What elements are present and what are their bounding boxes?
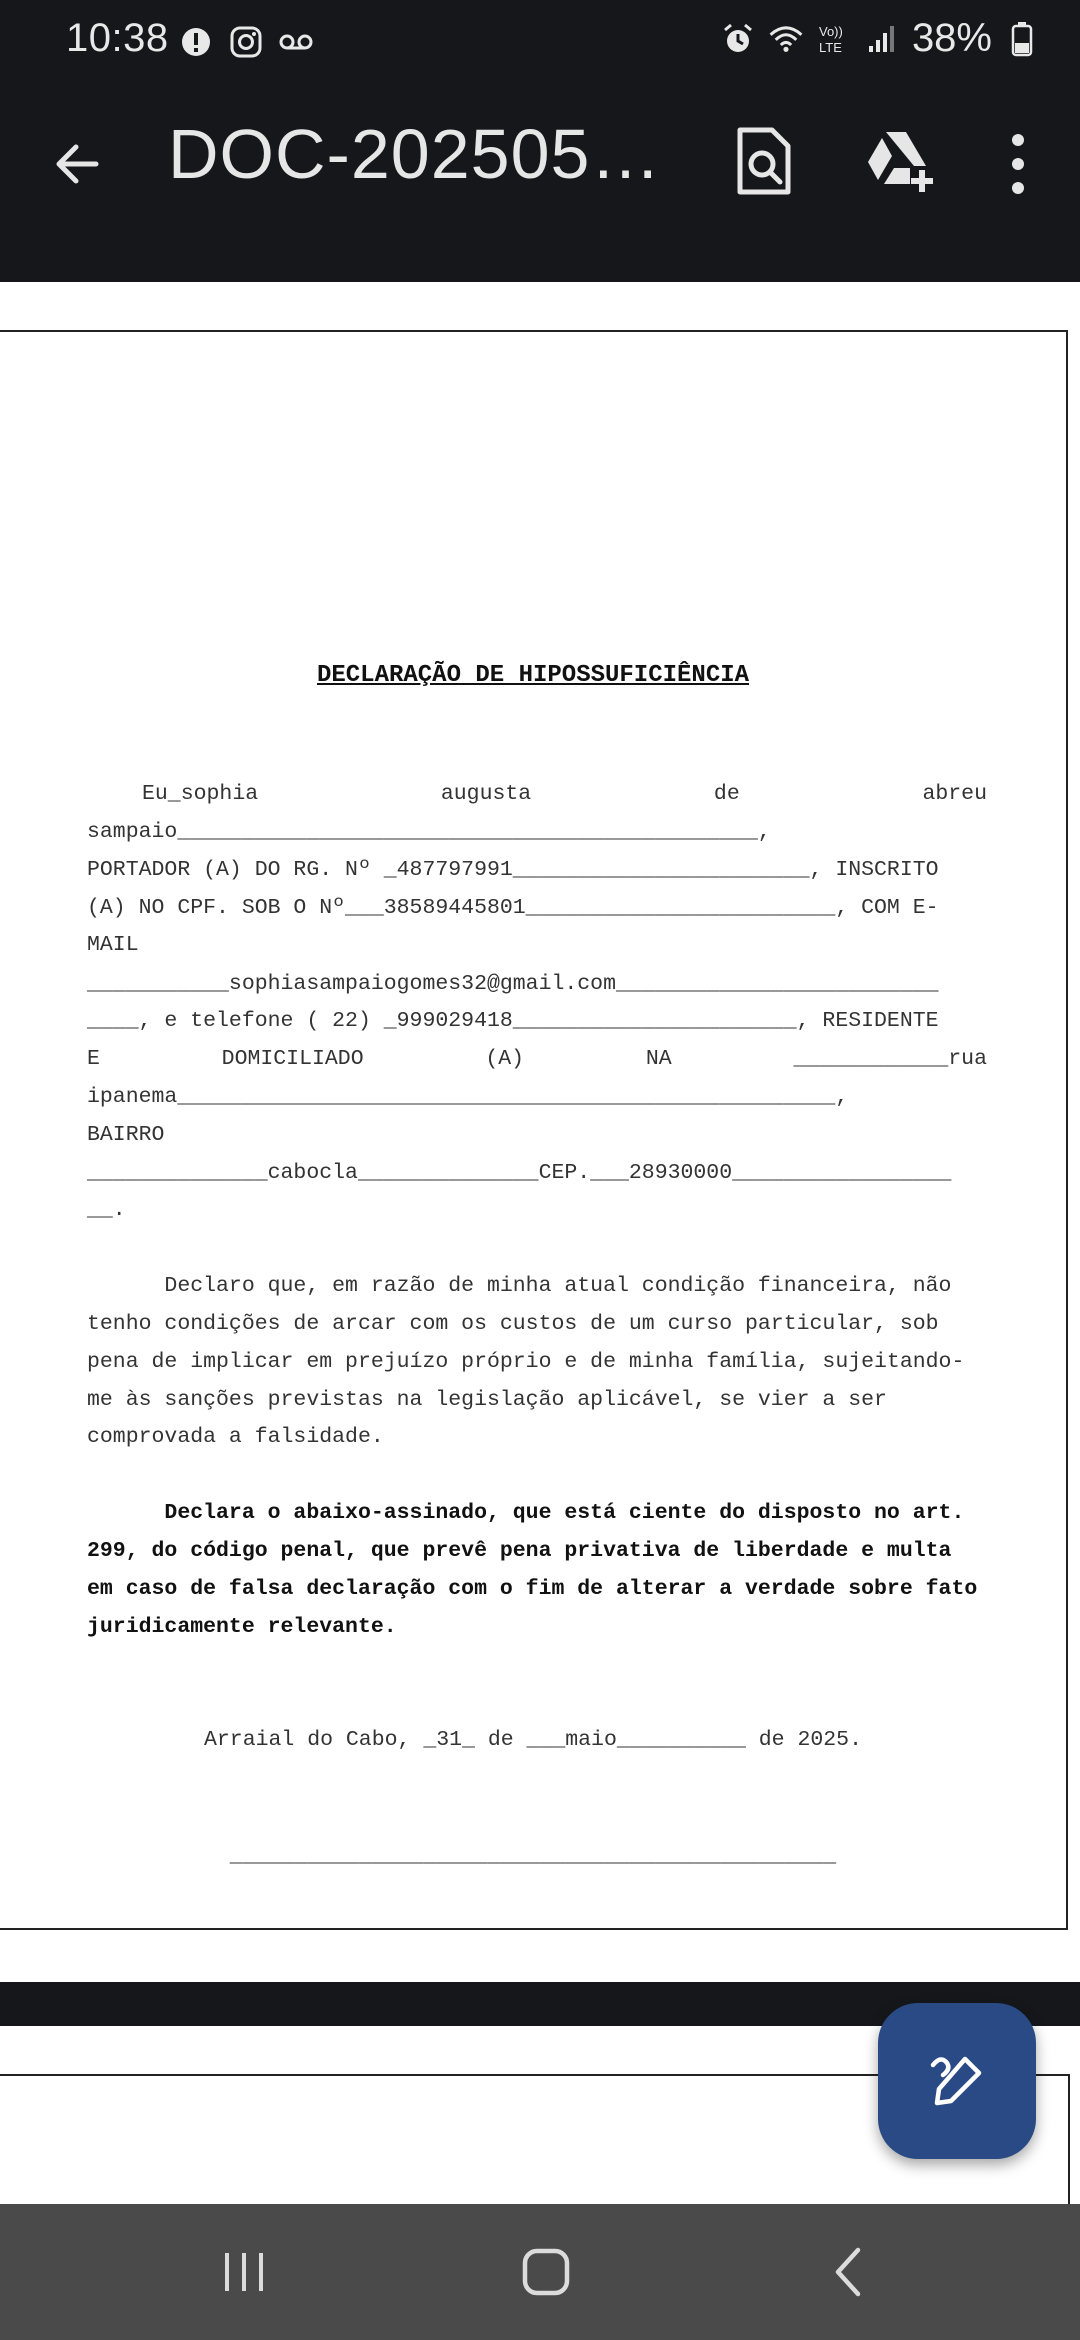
status-notification-icons — [178, 24, 314, 60]
instagram-icon — [228, 24, 264, 60]
document-heading: DECLARAÇÃO DE HIPOSSUFICIÊNCIA — [316, 662, 750, 689]
declaration-line: me às sanções previstas na legislação aplicável, se vier a ser — [87, 1388, 887, 1412]
wifi-icon — [768, 21, 804, 57]
identification-line-12: __. — [87, 1198, 126, 1222]
word: ____________rua — [793, 1047, 987, 1071]
identification-line-2: sampaio_____________________________________________, — [87, 820, 771, 844]
word: NA — [645, 1047, 672, 1071]
chevron-left-icon — [828, 2244, 868, 2300]
status-right — [720, 16, 1040, 61]
recent-apps-button[interactable] — [204, 2232, 284, 2312]
volte-icon — [816, 21, 852, 57]
alarm-icon — [720, 21, 756, 57]
word: augusta — [440, 782, 532, 806]
status-time: 10:38 — [66, 16, 169, 60]
system-nav-bar — [0, 2204, 1080, 2340]
legal-line: 299, do código penal, que prevê pena privativa de liberdade e multa — [87, 1539, 952, 1563]
document-page — [0, 330, 1068, 1930]
identification-line-3: PORTADOR (A) DO RG. Nº _487797991_______________________, INSCRITO — [87, 858, 939, 882]
word: E — [87, 1047, 100, 1071]
legal-line: em caso de falsa declaração com o fim de alterar a verdade sobre fato — [87, 1577, 978, 1601]
edit-fab-button[interactable] — [878, 2003, 1036, 2159]
voicemail-icon — [278, 24, 314, 60]
identification-line-11: ______________cabocla______________CEP.___28930000_________________ — [87, 1161, 952, 1185]
identification-line-9: ipanema___________________________________________________, — [87, 1085, 849, 1109]
signature-line: _______________________________________________ — [229, 1844, 837, 1868]
edit-pen-icon — [925, 2049, 989, 2113]
word: abreu — [922, 782, 987, 806]
signal-icon — [864, 21, 900, 57]
identification-line-10: BAIRRO — [87, 1123, 165, 1147]
word: de — [713, 782, 740, 806]
home-button[interactable] — [506, 2232, 586, 2312]
drive-add-icon — [862, 126, 938, 196]
word: (A) — [485, 1047, 525, 1071]
search-in-document-button[interactable] — [730, 122, 800, 202]
document-viewer[interactable] — [0, 282, 1080, 2204]
document-title: DOC-202505… — [168, 115, 662, 193]
battery-percent: 38% — [911, 16, 992, 60]
identification-line-5: MAIL — [87, 933, 139, 957]
arrow-left-icon — [44, 129, 114, 199]
declaration-line: Declaro que, em razão de minha atual condição financeira, não — [87, 1274, 952, 1298]
more-options-button[interactable] — [1000, 126, 1036, 202]
home-icon — [520, 2246, 572, 2298]
word: DOMICILIADO — [221, 1047, 364, 1071]
legal-line: Declara o abaixo-assinado, que está ciente do disposto no art. — [87, 1501, 965, 1525]
place-and-date: Arraial do Cabo, _31_ de ___maio__________ de 2025. — [203, 1728, 862, 1752]
battery-icon — [1004, 21, 1040, 57]
alert-icon — [178, 24, 214, 60]
back-button[interactable] — [44, 129, 114, 199]
more-vert-icon — [1000, 126, 1036, 202]
identification-line-4: (A) NO CPF. SOB O Nº___38589445801________________________, COM E- — [87, 896, 939, 920]
legal-line: juridicamente relevante. — [87, 1615, 397, 1639]
status-bar — [0, 0, 1080, 84]
back-nav-button[interactable] — [808, 2232, 888, 2312]
identification-line-6: ___________sophiasampaiogomes32@gmail.com_________________________ — [87, 972, 939, 996]
app-bar — [0, 84, 1080, 282]
svg-text:LTE: LTE — [818, 39, 842, 55]
svg-text:Vo)): Vo)) — [818, 23, 843, 39]
document-search-icon — [730, 122, 800, 202]
declaration-line: comprovada a falsidade. — [87, 1425, 384, 1449]
add-to-drive-button[interactable] — [862, 126, 938, 196]
declaration-line: tenho condições de arcar com os custos de um curso particular, sob — [87, 1312, 939, 1336]
identification-line-8 — [87, 1047, 987, 1071]
identification-line-1 — [142, 782, 987, 806]
identification-line-7: ____, e telefone ( 22) _999029418______________________, RESIDENTE — [87, 1009, 939, 1033]
word: Eu_sophia — [142, 782, 259, 806]
recents-icon — [219, 2247, 269, 2297]
declaration-line: pena de implicar em prejuízo próprio e de minha família, sujeitando- — [87, 1350, 965, 1374]
